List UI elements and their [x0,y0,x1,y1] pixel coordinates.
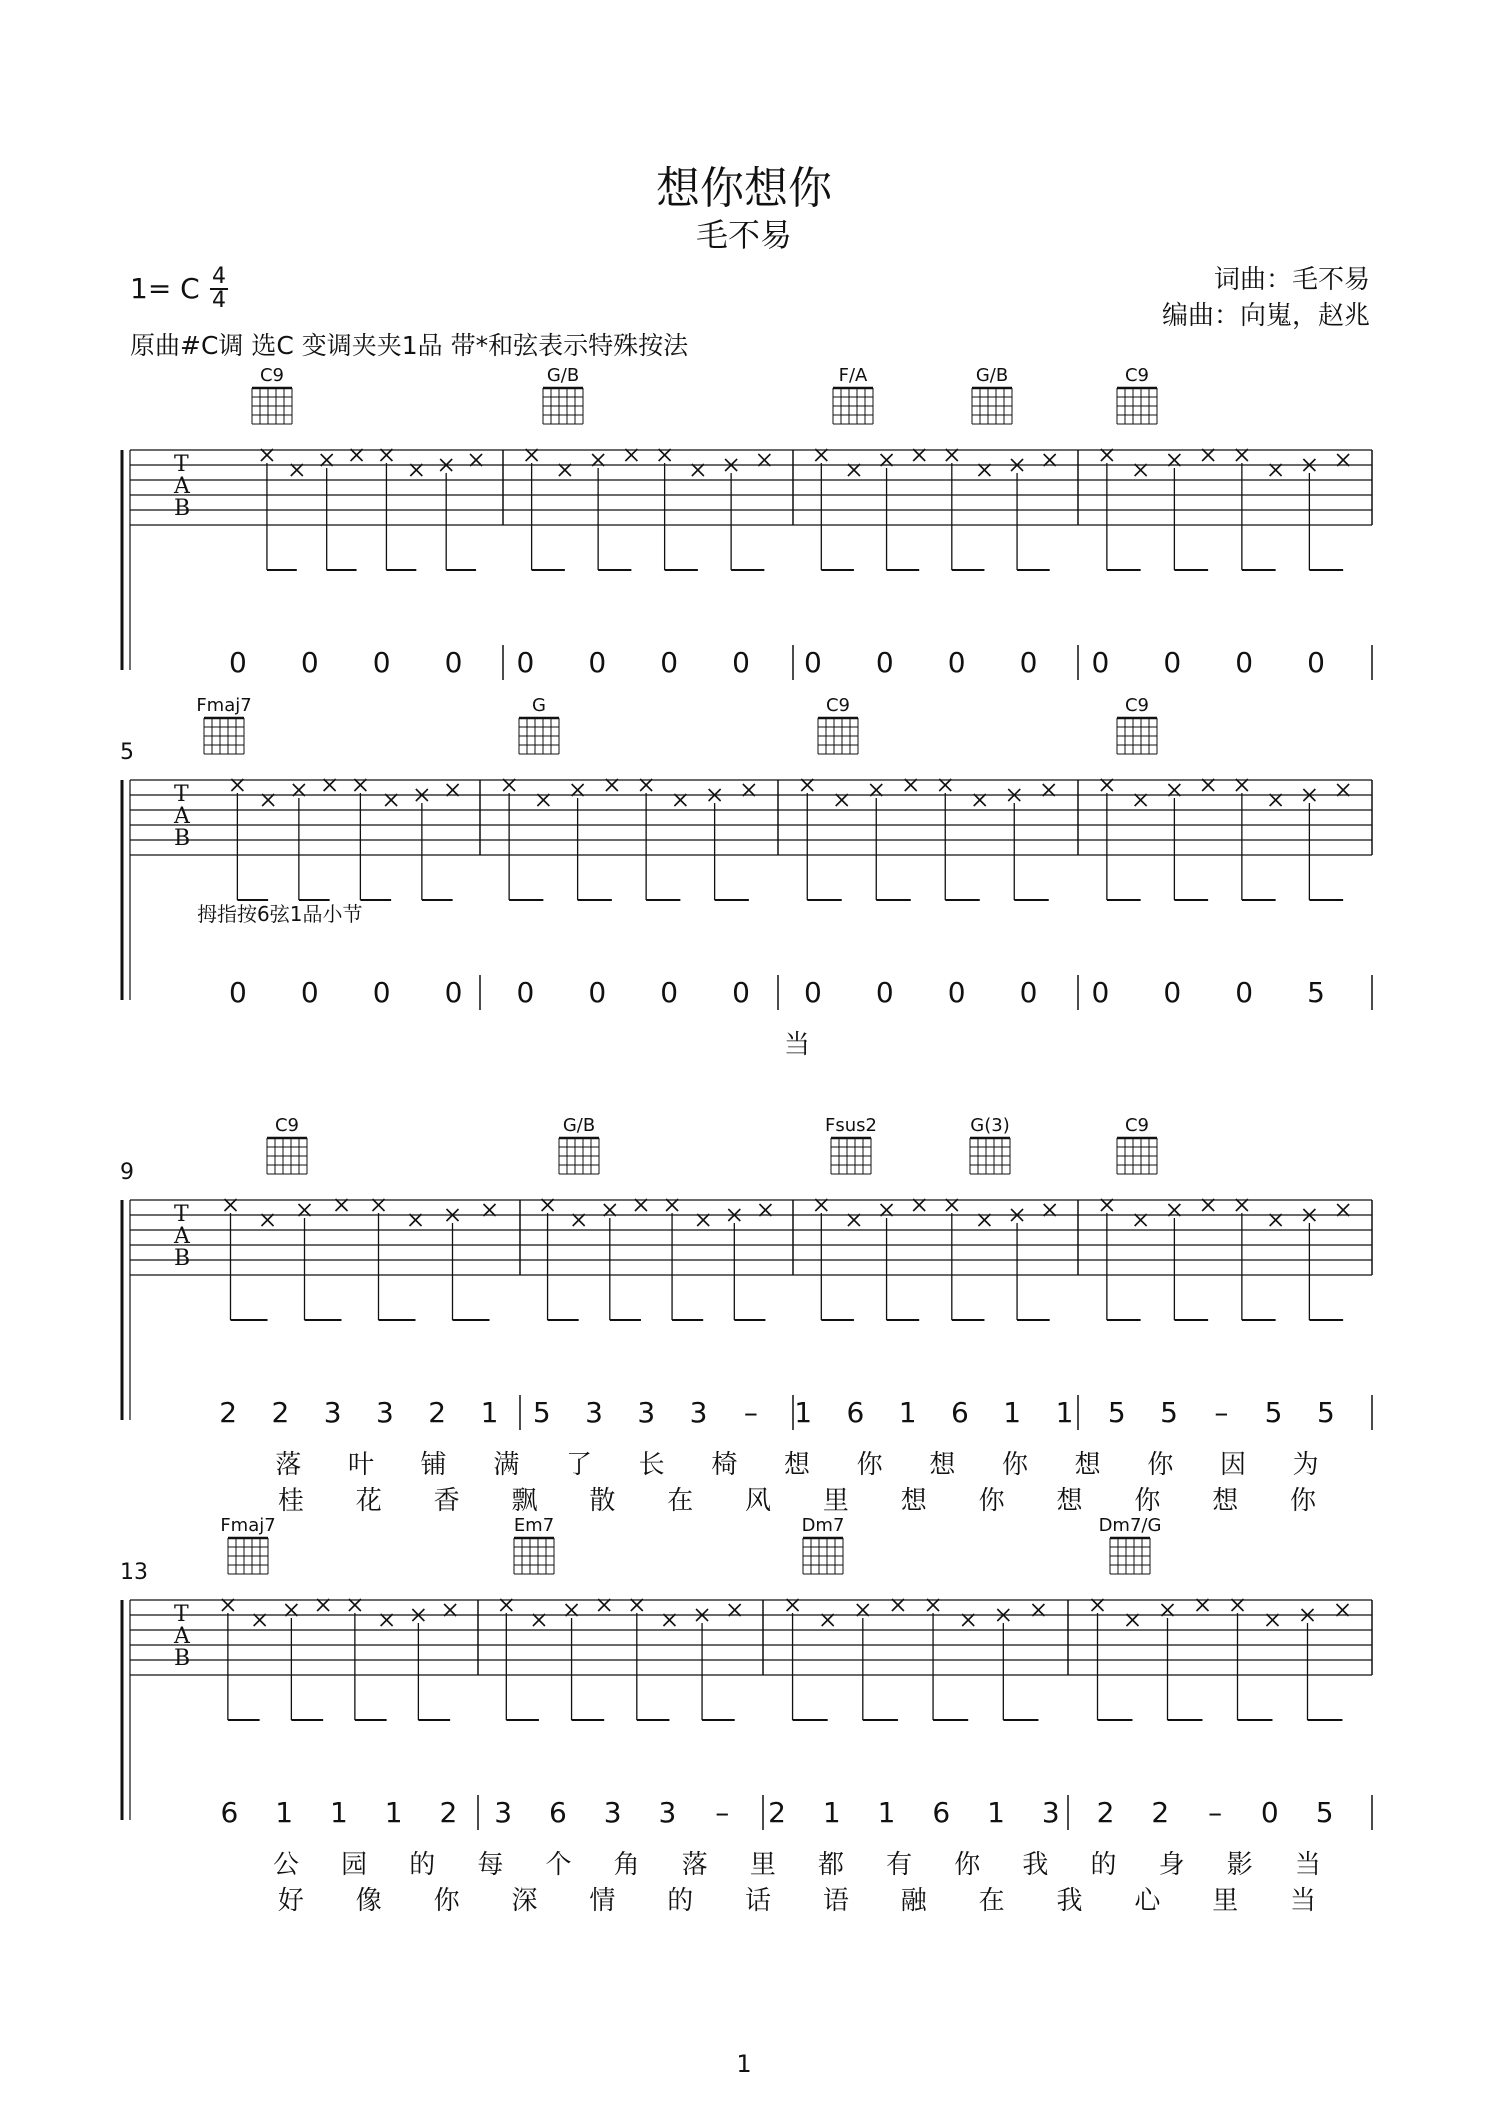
lyric-line2: 你 [1134,1486,1161,1516]
lyric-line2: 散 [589,1486,616,1516]
jianpu-note: 0 [229,646,247,679]
lyric-line1: 铺 [420,1450,447,1480]
chord-name: G/B [546,365,580,386]
lyric-line2: 风 [745,1486,772,1516]
jianpu-note: 3 [658,1796,677,1829]
lyric-line2: 花 [355,1486,382,1516]
jianpu-note: 6 [220,1796,239,1829]
jianpu-note: 0 [875,976,894,1009]
jianpu-note: 0 [1235,646,1254,679]
jianpu-note: 1 [480,1396,499,1429]
lyric-line2: 你 [978,1486,1005,1516]
jianpu-note: – [1208,1796,1223,1829]
lyric-line1: 个 [545,1850,572,1880]
lyric-line1: 了 [565,1450,592,1480]
jianpu-note: 1 [794,1396,813,1429]
jianpu-note: 0 [372,976,391,1009]
jianpu-note: 0 [229,976,247,1009]
lyric-line1: 影 [1226,1850,1253,1880]
jianpu-note: 0 [804,976,822,1009]
jianpu-note: 1 [329,1796,348,1829]
jianpu-note: 0 [660,646,679,679]
jianpu-note: 0 [1163,646,1182,679]
chord-name: C9 [1124,695,1150,716]
lyric-line2: 香 [433,1486,460,1516]
jianpu-note: 5 [1315,1796,1334,1829]
lyric-line2: 想 [1056,1486,1083,1516]
jianpu-note: 0 [1307,646,1325,679]
tab-clef-letter: B [174,826,191,851]
chord-name: Fsus2 [825,1115,877,1136]
jianpu-note: 0 [1091,646,1110,679]
lyric-line1: 的 [1090,1850,1117,1880]
tab-clef-letter: B [174,1246,191,1271]
jianpu-note: 0 [516,646,535,679]
jianpu-note: 0 [1260,1796,1279,1829]
jianpu-note: 1 [1003,1396,1022,1429]
lyric-line2: 深 [511,1886,538,1916]
jianpu-note: 5 [1160,1396,1178,1429]
lyric-line1: 角 [613,1850,640,1880]
jianpu-note: 2 [1151,1796,1170,1829]
jianpu-note: 0 [300,976,319,1009]
lyric-line1: 因 [1219,1450,1246,1480]
chord-name: C9 [259,365,285,386]
lyric-line2: 里 [1212,1886,1239,1916]
key-signature: 1= C [130,272,200,305]
chord-name: F/A [838,365,868,386]
measure-number: 5 [120,740,134,765]
lyric-line1: 的 [409,1850,436,1880]
chord-name: C9 [1124,365,1150,386]
jianpu-note: 3 [689,1396,708,1429]
jianpu-note: 6 [932,1796,951,1829]
jianpu-note: 1 [275,1796,294,1829]
lyric-line1: 园 [341,1850,368,1880]
jianpu-note: 0 [372,646,391,679]
lyric-line2: 在 [978,1886,1005,1916]
lyric-line2: 当 [1290,1886,1317,1916]
lyric-line2: 想 [1212,1486,1239,1516]
credit-lyrics-music: 词曲：毛不易 [1213,265,1370,295]
lyric-line1: 长 [638,1450,665,1480]
lyric-line2: 像 [355,1886,382,1916]
tab-clef-letter: B [174,496,191,521]
lyric-line2: 情 [589,1886,616,1916]
jianpu-note: 3 [494,1796,513,1829]
song-title: 想你想你 [656,163,832,214]
lyric-line1: 满 [493,1450,520,1480]
lyric-line1: 身 [1158,1850,1185,1880]
lyric-line2: 想 [900,1486,927,1516]
jianpu-note: – [715,1796,730,1829]
jianpu-note: 3 [1041,1796,1060,1829]
lyric-line1: 当 [783,1030,810,1060]
jianpu-note: – [743,1396,758,1429]
lyric-line1: 公 [273,1850,300,1880]
measure-number: 9 [120,1160,134,1185]
lyric-line1: 你 [954,1850,981,1880]
jianpu-note: 6 [951,1396,969,1429]
jianpu-note: 5 [1264,1396,1283,1429]
jianpu-note: 0 [1091,976,1110,1009]
jianpu-note: 2 [1096,1796,1115,1829]
credit-arranger: 编曲：向嵬，赵兆 [1161,301,1370,331]
tab-clef-letter: A [174,804,190,829]
jianpu-note: 0 [875,646,894,679]
lyric-line1: 都 [818,1850,845,1880]
measure-number: 13 [120,1560,148,1585]
chord-name: G(3) [970,1115,1010,1136]
lyric-line1: 叶 [347,1450,374,1480]
tab-clef-letter: B [174,1646,191,1671]
tab-clef-letter: T [174,1202,189,1227]
chord-name: G [532,695,546,716]
chord-name: Dm7/G [1098,1515,1162,1536]
chord-name: Em7 [513,1515,555,1536]
lyric-line2: 里 [822,1486,849,1516]
jianpu-note: 0 [1163,976,1182,1009]
lyric-line2: 话 [745,1886,772,1916]
jianpu-note: 1 [1055,1396,1074,1429]
jianpu-note: 0 [732,646,750,679]
jianpu-note: 0 [1019,976,1038,1009]
technique-annotation: 拇指按6弦1品小节 [197,902,363,926]
jianpu-note: 0 [588,976,607,1009]
jianpu-note: 1 [822,1796,841,1829]
jianpu-note: 5 [532,1396,551,1429]
jianpu-note: – [1214,1396,1229,1429]
chord-name: G/B [562,1115,596,1136]
jianpu-note: 0 [1235,976,1254,1009]
lyric-line1: 椅 [711,1450,738,1480]
jianpu-note: 3 [376,1396,394,1429]
jianpu-note: 2 [219,1396,238,1429]
jianpu-note: 0 [300,646,319,679]
jianpu-note: 0 [947,976,966,1009]
jianpu-note: 0 [444,646,463,679]
chord-name: Fmaj7 [196,695,252,716]
jianpu-note: 5 [1107,1396,1126,1429]
lyric-line2: 融 [900,1886,927,1916]
lyric-line2: 桂 [277,1486,304,1516]
page-number: 1 [736,2050,752,2078]
lyric-line1: 想 [929,1450,956,1480]
jianpu-note: 2 [768,1796,786,1829]
lyric-line1: 想 [1074,1450,1101,1480]
jianpu-note: 1 [384,1796,403,1829]
jianpu-note: 0 [804,646,822,679]
lyric-line1: 你 [1001,1450,1028,1480]
jianpu-note: 3 [603,1796,622,1829]
jianpu-note: 0 [732,976,750,1009]
lyric-line1: 为 [1292,1450,1319,1480]
lyric-line2: 的 [667,1886,694,1916]
capo-note: 原曲#C调 选C 变调夹夹1品 带*和弦表示特殊按法 [130,331,689,360]
jianpu-note: 5 [1307,976,1325,1009]
chord-name: C9 [825,695,851,716]
lyric-line1: 你 [856,1450,883,1480]
time-signature: 4 4 [212,264,226,313]
jianpu-note: 0 [516,976,535,1009]
chord-name: C9 [274,1115,300,1136]
jianpu-note: 0 [660,976,679,1009]
jianpu-note: 3 [323,1396,342,1429]
jianpu-note: 0 [588,646,607,679]
chord-name: C9 [1124,1115,1150,1136]
chord-name: G/B [975,365,1009,386]
lyric-line1: 每 [477,1850,504,1880]
jianpu-note: 6 [549,1796,567,1829]
tab-clef-letter: A [174,1224,190,1249]
chord-name: Dm7 [801,1515,845,1536]
lyric-line2: 你 [1290,1486,1317,1516]
lyric-line1: 你 [1147,1450,1174,1480]
jianpu-note: 5 [1316,1396,1335,1429]
lyric-line2: 我 [1056,1886,1083,1916]
lyric-line1: 里 [749,1850,776,1880]
jianpu-note: 3 [585,1396,603,1429]
jianpu-note: 2 [439,1796,458,1829]
jianpu-note: 6 [846,1396,865,1429]
jianpu-note: 1 [898,1396,917,1429]
tab-clef-letter: A [174,1624,190,1649]
lyric-line2: 在 [667,1486,694,1516]
lyric-line1: 想 [783,1450,810,1480]
jianpu-note: 2 [271,1396,290,1429]
tab-clef-letter: T [174,782,189,807]
lyric-line1: 我 [1022,1850,1049,1880]
lyric-line2: 飘 [511,1486,538,1516]
tab-clef-letter: T [174,452,189,477]
jianpu-note: 2 [428,1396,447,1429]
tab-clef-letter: A [174,474,190,499]
jianpu-note: 0 [947,646,966,679]
jianpu-note: 0 [444,976,463,1009]
lyric-line1: 当 [1294,1850,1321,1880]
artist-name: 毛不易 [695,216,792,254]
jianpu-note: 1 [987,1796,1005,1829]
tab-clef-letter: T [174,1602,189,1627]
lyric-line2: 你 [433,1886,460,1916]
lyric-line1: 有 [886,1850,913,1880]
jianpu-note: 0 [1019,646,1038,679]
jianpu-note: 3 [637,1396,656,1429]
lyric-line1: 落 [275,1450,302,1480]
lyric-line2: 好 [277,1886,304,1916]
jianpu-note: 1 [877,1796,896,1829]
lyric-line2: 语 [822,1886,849,1916]
lyric-line2: 心 [1134,1886,1161,1916]
lyric-line1: 落 [681,1850,708,1880]
chord-name: Fmaj7 [220,1515,276,1536]
